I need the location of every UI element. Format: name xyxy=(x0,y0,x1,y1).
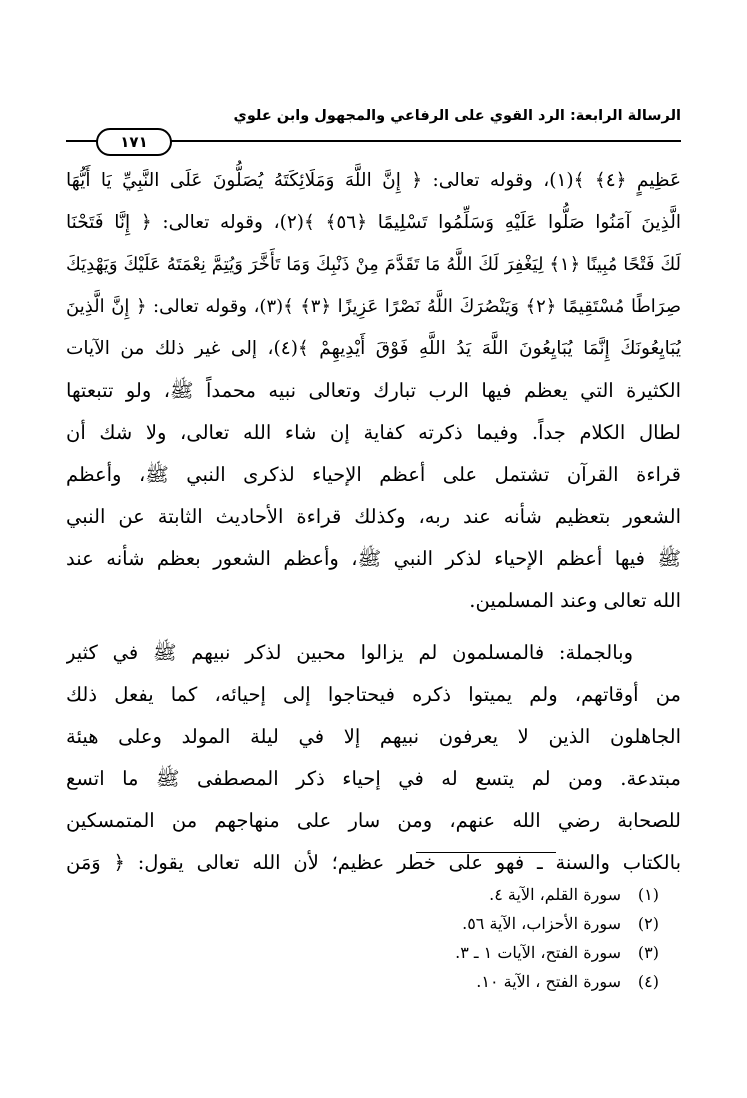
running-header xyxy=(66,108,681,130)
footnote xyxy=(339,938,659,967)
text-line: من أوقاتهم، ولم يميتوا ذكره فيحتاجوا إلى إحيائه، كما يفعل ذلك xyxy=(66,683,681,706)
text-line: الجاهلون الذين لا يعرفون نبيهم إلا في ليلة المولد وعلى هيئة xyxy=(66,725,681,748)
footnote-separator xyxy=(416,852,556,853)
footnotes xyxy=(339,880,659,996)
text-line: للصحابة رضي الله عنهم، ومن سار على منهاجهم من المتمسكين xyxy=(66,809,681,832)
footnote xyxy=(339,880,659,909)
text-line: لَكَ فَتْحًا مُبِينًا ﴿١﴾ لِيَغْفِرَ لَكَ اللَّهُ مَا تَقَدَّمَ مِنْ ذَنْبِكَ وَمَا تَأَخَّرَ وَيُتِمَّ نِعْمَتَهُ عَلَيْكَ وَيَهْدِيَكَ xyxy=(66,254,681,275)
text-line: الَّذِينَ آمَنُوا صَلُّوا عَلَيْهِ وَسَلِّمُوا تَسْلِيمًا ﴿٥٦﴾ ﴾(٢)، وقوله تعالى: ﴿ إِنَّا فَتَحْنَا xyxy=(66,212,681,233)
footnote-number: (١) xyxy=(637,885,659,904)
text-line: عَظِيمٍ ﴿٤﴾ ﴾(١)، وقوله تعالى: ﴿ إِنَّ اللَّهَ وَمَلَائِكَتَهُ يُصَلُّونَ عَلَى النَّبِيِّ يَا أَيُّهَا xyxy=(66,170,681,191)
text-line: قراءة القرآن تشتمل على أعظم الإحياء لذكرى النبي ﷺ، وأعظم xyxy=(66,463,681,486)
text-line: الكثيرة التي يعظم فيها الرب تبارك وتعالى نبيه محمداً ﷺ، ولو تتبعتها xyxy=(66,379,681,402)
text-line: مبتدعة. ومن لم يتسع له في إحياء ذكر المصطفى ﷺ ما اتسع xyxy=(66,767,681,790)
text-line: يُبَايِعُونَكَ إِنَّمَا يُبَايِعُونَ اللَّهَ يَدُ اللَّهِ فَوْقَ أَيْدِيهِمْ ﴾(٤)، إلى غير ذلك من الآيات xyxy=(66,338,681,359)
footnote-text: سورة الفتح ، الآية ١٠. xyxy=(476,972,621,991)
footnote-number: (٤) xyxy=(637,972,659,991)
footnote-text: سورة القلم، الآية ٤. xyxy=(489,885,621,904)
text-line: ﷺ فيها أعظم الإحياء لذكر النبي ﷺ، وأعظم الشعور بعظم شأنه عند xyxy=(66,547,681,570)
text-line: لطال الكلام جداً. وفيما ذكرته كفاية إن شاء الله تعالى، ولا شك أن xyxy=(66,421,681,444)
footnote-number: (٣) xyxy=(637,943,659,962)
header-title: الرسالة الرابعة: الرد القوي على الرفاعي والمجهول وابن علوي xyxy=(233,108,681,124)
footnote-text: سورة الفتح، الآيات ١ ـ ٣. xyxy=(455,943,621,962)
text-line: الله تعالى وعند المسلمين. xyxy=(469,589,681,612)
text-line: وبالجملة: فالمسلمون لم يزالوا محبين لذكر نبيهم ﷺ في كثير xyxy=(66,641,633,664)
text-line: بالكتاب والسنة ـ فهو على خطر عظيم؛ لأن الله تعالى يقول: ﴿ وَمَن xyxy=(66,851,681,874)
text-line: الشعور بتعظيم شأنه عند ربه، وكذلك قراءة الأحاديث الثابتة عن النبي xyxy=(66,505,681,528)
footnote-number: (٢) xyxy=(637,914,659,933)
footnote xyxy=(339,967,659,996)
main-text xyxy=(66,160,681,884)
footnote xyxy=(339,909,659,938)
page-number: ١٧١ xyxy=(96,128,172,156)
text-line: صِرَاطًا مُسْتَقِيمًا ﴿٢﴾ وَيَنْصُرَكَ اللَّهُ نَصْرًا عَزِيزًا ﴿٣﴾ ﴾(٣)، وقوله تعالى: ﴿ إِنَّ الَّذِينَ xyxy=(66,296,681,317)
footnote-text: سورة الأحزاب، الآية ٥٦. xyxy=(462,914,621,933)
